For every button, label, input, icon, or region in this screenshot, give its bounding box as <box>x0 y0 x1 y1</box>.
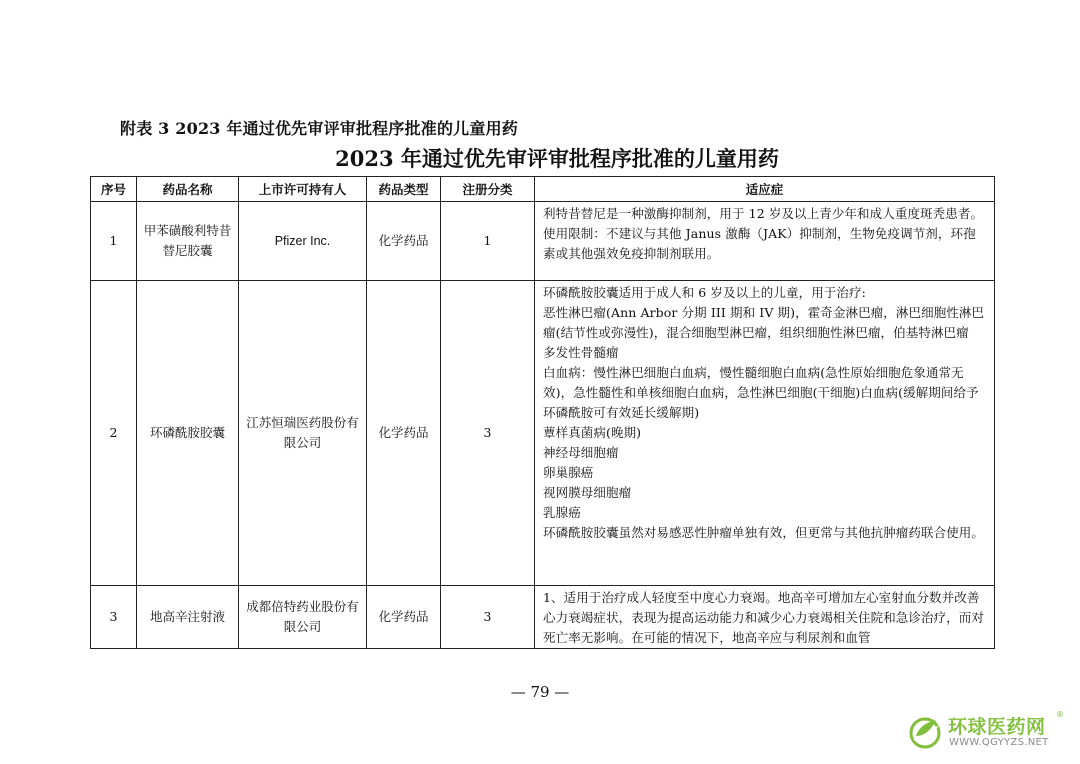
cell-drug-name: 甲苯磺酸利特昔替尼胶囊 <box>137 202 239 281</box>
cell-registration-category: 3 <box>441 281 535 586</box>
cell-registration-category: 1 <box>441 202 535 281</box>
header-drug-type: 药品类型 <box>367 177 441 202</box>
cell-serial-no: 3 <box>91 586 137 649</box>
cell-drug-name: 地高辛注射液 <box>137 586 239 649</box>
cell-indication <box>535 586 995 649</box>
page-number: — 79 — <box>510 683 570 701</box>
cell-drug-type: 化学药品 <box>367 586 441 649</box>
indication-line: 乳腺癌 <box>543 505 581 520</box>
table-row <box>91 586 995 649</box>
indication-line: 卵巢腺癌 <box>543 465 594 480</box>
cell-license-holder: Pfizer Inc. <box>239 202 367 281</box>
indication-line: 环磷酰胺胶囊虽然对易感恶性肿瘤单独有效，但更常与其他抗肿瘤药联合使用。 <box>543 525 985 540</box>
watermark-url: WWW.QGYYZS.NET <box>949 737 1049 748</box>
header-serial-no: 序号 <box>91 177 137 202</box>
cell-drug-type: 化学药品 <box>367 202 441 281</box>
watermark-registered-mark: ® <box>1056 710 1064 719</box>
watermark-name: 环球医药网 <box>948 716 1046 738</box>
header-license-holder: 上市许可持有人 <box>239 177 367 202</box>
indication-line: 恶性淋巴瘤(Ann Arbor 分期 III 期和 IV 期)，霍奇金淋巴瘤，淋巴细胞性淋巴瘤(结节性或弥漫性)，混合细胞型淋巴瘤，组织细胞性淋巴瘤，伯基特淋巴瘤 <box>543 305 985 340</box>
page-title: 2023 年通过优先审评审批程序批准的儿童用药 <box>335 146 779 171</box>
indication-line: 蕈样真菌病(晚期) <box>543 425 642 440</box>
cell-license-holder: 成都倍特药业股份有限公司 <box>239 586 367 649</box>
globe-leaf-icon <box>908 714 942 750</box>
indication-line: 利特昔替尼是一种激酶抑制剂，用于 12 岁及以上青少年和成人重度斑秃患者。 <box>543 206 984 221</box>
table-caption: 附表 3 2023 年通过优先审评审批程序批准的儿童用药 <box>120 119 518 138</box>
table-row <box>91 202 995 281</box>
cell-drug-type: 化学药品 <box>367 281 441 586</box>
indication-line: 白血病：慢性淋巴细胞白血病，慢性髓细胞白血病(急性原始细胞危象通常无效)，急性髓性和单核细胞白血病，急性淋巴细胞(干细胞)白血病(缓解期间给予环磷酰胺可有效延长缓解期) <box>543 365 979 420</box>
indication-line: 使用限制：不建议与其他 Janus 激酶（JAK）抑制剂，生物免疫调节剂，环孢素或其他强效免疫抑制剂联用。 <box>543 226 976 261</box>
header-registration-category: 注册分类 <box>441 177 535 202</box>
cell-indication <box>535 281 995 586</box>
indication-line: 神经母细胞瘤 <box>543 445 619 460</box>
header-drug-name: 药品名称 <box>137 177 239 202</box>
indication-line: 1、适用于治疗成人轻度至中度心力衰竭。地高辛可增加左心室射血分数并改善心力衰竭症状，表现为提高运动能力和减少心力衰竭相关住院和急诊治疗，而对死亡率无影响。在可能的情况下，地高辛应与利尿剂和血管 <box>543 590 985 645</box>
indication-line: 多发性骨髓瘤 <box>543 345 619 360</box>
drug-table <box>90 176 995 649</box>
cell-serial-no: 2 <box>91 281 137 586</box>
table-header-row <box>91 177 995 202</box>
cell-indication <box>535 202 995 281</box>
cell-serial-no: 1 <box>91 202 137 281</box>
indication-line: 环磷酰胺胶囊适用于成人和 6 岁及以上的儿童，用于治疗: <box>543 285 866 300</box>
header-indication: 适应症 <box>535 177 995 202</box>
indication-line: 视网膜母细胞瘤 <box>543 485 632 500</box>
cell-license-holder: 江苏恒瑞医药股份有限公司 <box>239 281 367 586</box>
cell-drug-name: 环磷酰胺胶囊 <box>137 281 239 586</box>
watermark-logo <box>908 710 1068 754</box>
cell-registration-category: 3 <box>441 586 535 649</box>
table-row <box>91 281 995 586</box>
